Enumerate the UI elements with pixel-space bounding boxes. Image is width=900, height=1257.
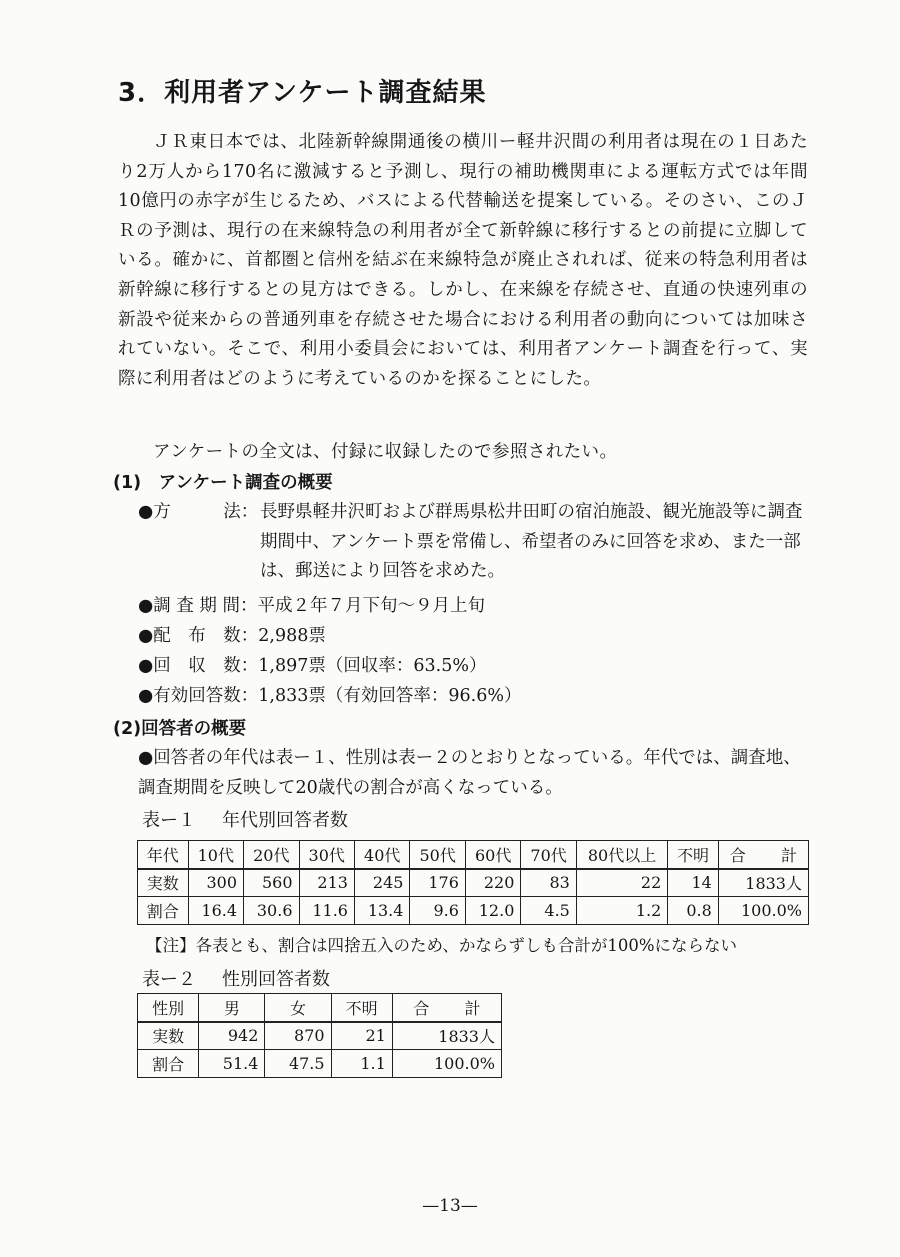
respondent-summary: ●回答者の年代は表ー１、性別は表ー２のとおりとなっている。年代では、調査地、調査期間を反映して20歳代の割合が高くなっている。 xyxy=(138,748,801,798)
table-cell: 51.4 xyxy=(199,1050,265,1078)
table-cell: 16.4 xyxy=(188,897,243,925)
table-cell: 1.2 xyxy=(576,897,667,925)
table2-caption-number: 表ー２ xyxy=(142,969,196,990)
table-header-cell: 80代以上 xyxy=(576,841,667,869)
table2-caption-title: 性別回答者数 xyxy=(222,969,330,990)
table-cell: 560 xyxy=(244,869,299,897)
table-header-cell: 年代 xyxy=(138,841,189,869)
table-cell: 870 xyxy=(265,1022,331,1050)
table-cell: 176 xyxy=(410,869,465,897)
page-number: —13— xyxy=(422,1196,478,1216)
table-header-cell-total: 合 計 xyxy=(718,841,808,869)
table-header-cell: 10代 xyxy=(188,841,243,869)
table-cell: 220 xyxy=(465,869,520,897)
age-group-table xyxy=(137,840,809,925)
table-cell-total: 100.0% xyxy=(718,897,808,925)
valid-response-value: 1,833票（有効回答率：96.6%） xyxy=(258,686,522,706)
page-title: 3．利用者アンケート調査結果 xyxy=(118,78,487,108)
table-cell: 0.8 xyxy=(668,897,719,925)
table-cell: 11.6 xyxy=(299,897,354,925)
table-cell: 9.6 xyxy=(410,897,465,925)
survey-period-item xyxy=(138,592,485,622)
table-cell: 47.5 xyxy=(265,1050,331,1078)
table-header-cell: 30代 xyxy=(299,841,354,869)
table-row xyxy=(138,869,809,897)
table-row-label: 割合 xyxy=(138,1050,199,1078)
table-cell: 83 xyxy=(521,869,576,897)
table-header-cell: 男 xyxy=(199,994,265,1022)
table-header-cell: 女 xyxy=(265,994,331,1022)
table-cell: 12.0 xyxy=(465,897,520,925)
table-row xyxy=(138,897,809,925)
table-header-cell: 不明 xyxy=(331,994,392,1022)
table-header-cell: 70代 xyxy=(521,841,576,869)
survey-period-label: ●調 査 期 間： xyxy=(138,596,258,616)
valid-response-item xyxy=(138,682,521,712)
table-row-label: 割合 xyxy=(138,897,189,925)
section-heading-survey-overview: (1) アンケート調査の概要 xyxy=(113,473,333,493)
section-heading-respondents: (2)回答者の概要 xyxy=(113,719,247,739)
table-header-row xyxy=(138,994,502,1022)
table-cell: 4.5 xyxy=(521,897,576,925)
table-header-cell: 不明 xyxy=(668,841,719,869)
distributed-count-item xyxy=(138,622,326,652)
table1-caption xyxy=(142,806,348,832)
distributed-count-label: ●配 布 数： xyxy=(138,626,259,646)
table-cell: 22 xyxy=(576,869,667,897)
collected-count-value: 1,897票（回収率：63.5%） xyxy=(258,656,487,676)
table-row-label: 実数 xyxy=(138,1022,199,1050)
survey-method-value: 長野県軽井沢町および群馬県松井田町の宿泊施設、観光施設等に調査期間中、アンケート票を常備し、希望者のみに回答を求め、また一部は、郵送により回答を求めた。 xyxy=(260,502,803,582)
table-header-cell: 性別 xyxy=(138,994,199,1022)
table-header-cell-total: 合 計 xyxy=(392,994,501,1022)
table-row xyxy=(138,1050,502,1078)
table-header-cell: 40代 xyxy=(354,841,409,869)
table-cell: 14 xyxy=(668,869,719,897)
rounding-note: 【注】各表とも、割合は四捨五入のため、かならずしも合計が100%にならない xyxy=(146,936,738,955)
table-header-cell: 50代 xyxy=(410,841,465,869)
table-cell-total: 1833人 xyxy=(718,869,808,897)
valid-response-label: ●有効回答数： xyxy=(138,686,259,706)
table-cell-total: 1833人 xyxy=(392,1022,501,1050)
survey-method-item xyxy=(138,498,812,587)
appendix-note-paragraph: アンケートの全文は、付録に収録したので参照されたい。 xyxy=(153,442,618,462)
table-cell: 21 xyxy=(331,1022,392,1050)
distributed-count-value: 2,988票 xyxy=(258,626,326,646)
table-cell-total: 100.0% xyxy=(392,1050,501,1078)
table1-caption-number: 表ー１ xyxy=(142,810,196,831)
survey-method-label: ●方 法： xyxy=(138,502,259,522)
table-cell: 300 xyxy=(188,869,243,897)
table-row-label: 実数 xyxy=(138,869,189,897)
collected-count-label: ●回 収 数： xyxy=(138,656,259,676)
table-cell: 213 xyxy=(299,869,354,897)
table-header-cell: 60代 xyxy=(465,841,520,869)
table-cell: 942 xyxy=(199,1022,265,1050)
survey-period-value: 平成２年７月下旬～９月上旬 xyxy=(257,596,485,616)
table-header-cell: 20代 xyxy=(244,841,299,869)
table-cell: 1.1 xyxy=(331,1050,392,1078)
table-row xyxy=(138,1022,502,1050)
table-header-row xyxy=(138,841,809,869)
table2-caption xyxy=(142,965,330,991)
table-cell: 245 xyxy=(354,869,409,897)
table-cell: 13.4 xyxy=(354,897,409,925)
table1-caption-title: 年代別回答者数 xyxy=(222,810,348,831)
collected-count-item xyxy=(138,652,486,682)
intro-paragraph: ＪＲ東日本では、北陸新幹線開通後の横川ー軽井沢間の利用者は現在の１日あたり2万人から170名に激減すると予測し、現行の補助機関車による運転方式では年間10億円の赤字が生じるため、バスによる代替輸送を提案している。そのさい、このＪＲの予測は、現行の在来線特急の利用者が全て新幹線に移行するとの前提に立脚している。確かに、首都圏と信州を結ぶ在来線特急が廃止されれば、従来の特急利用者は新幹線に移行するとの見方はできる。しかし、在来線を存続させ、直通の快速列車の新設や従来からの普通列車を存続させた場合における利用者の動向については加味されていない。そこで、利用小委員会においては、利用者アンケート調査を行って、実際に利用者はどのように考えているのかを探ることにした。 xyxy=(118,132,808,389)
gender-table xyxy=(137,993,502,1078)
table-cell: 30.6 xyxy=(244,897,299,925)
